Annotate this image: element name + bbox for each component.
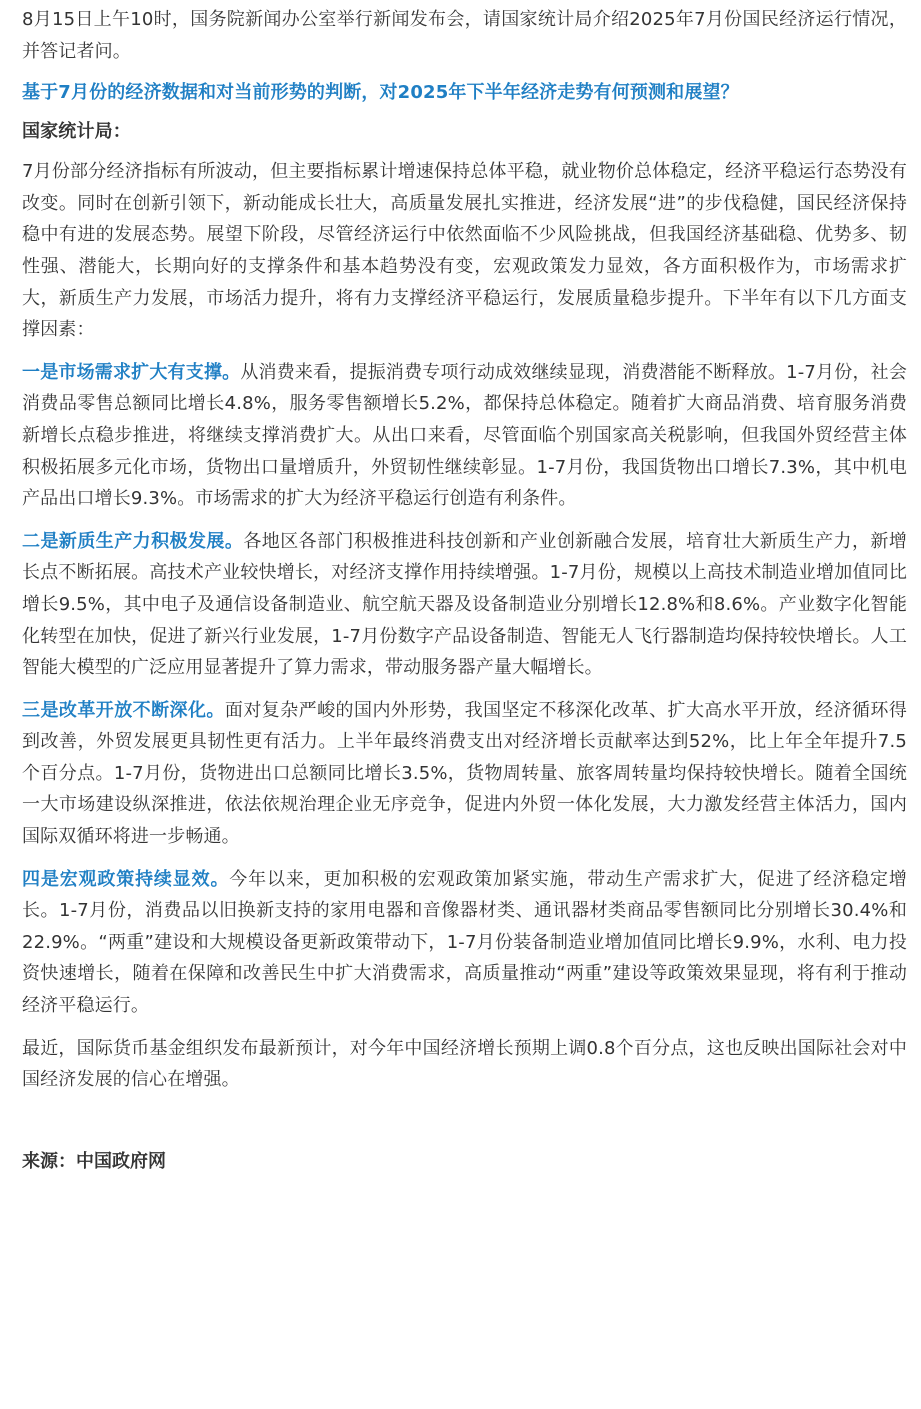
point-text-3: 面对复杂严峻的国内外形势，我国坚定不移深化改革、扩大高水平开放，经济循环得到改善，外贸发展更具韧性更有活力。上半年最终消费支出对经济增长贡献率达到52%，比上年全年提升7.5个百分点。1-7月份，货物进出口总额同比增长3.5%，货物周转量、旅客周转量均保持较快增长。随着全国统一大市场建设纵深推进，依法依规治理企业无序竞争，促进内外贸一体化发展，大力激发经营主体活力，国内国际双循环将进一步畅通。 — [22, 699, 908, 848]
point-lead-1: 一是市场需求扩大有支撑。 — [22, 361, 241, 383]
point-text-4: 今年以来，更加积极的宏观政策加紧实施，带动生产需求扩大，促进了经济稳定增长。1-7月份，消费品以旧换新支持的家用电器和音像器材类、通讯器材类商品零售额同比分别增长30.4%和22.9%。“两重”建设和大规模设备更新政策带动下，1-7月份装备制造业增加值同比增长9.9%，水利、电力投资快速增长，随着在保障和改善民生中扩大消费需求，高质量推动“两重”建设等政策效果显现，将有利于推动经济平稳运行。 — [22, 868, 907, 1017]
speaker-label: 国家统计局： — [22, 121, 131, 143]
point-lead-2: 二是新质生产力积极发展。 — [22, 530, 244, 552]
question-heading: 基于7月份的经济数据和对当前形势的判断，对2025年下半年经济走势有何预测和展望？ — [22, 82, 739, 104]
point-paragraph-4 — [22, 864, 907, 1022]
point-paragraph-3 — [22, 695, 907, 853]
point-text-2: 各地区各部门积极推进科技创新和产业创新融合发展，培育壮大新质生产力，新增长点不断拓展。高技术产业较快增长，对经济支撑作用持续增强。1-7月份，规模以上高技术制造业增加值同比增长9.5%，其中电子及通信设备制造业、航空航天器及设备制造业分别增长12.8%和8.6%。产业数字化智能化转型在加快，促进了新兴行业发展，1-7月份数字产品设备制造、智能无人飞行器制造均保持较快增长。人工智能大模型的广泛应用显著提升了算力需求，带动服务器产量大幅增长。 — [22, 530, 907, 679]
source-line: 来源：中国政府网 — [22, 1150, 166, 1172]
answer-intro-paragraph: 7月份部分经济指标有所波动，但主要指标累计增速保持总体平稳，就业物价总体稳定，经济平稳运行态势没有改变。同时在创新引领下，新动能成长壮大，高质量发展扎实推进，经济发展“进”的步伐稳健，国民经济保持稳中有进的发展态势。展望下阶段，尽管经济运行中依然面临不少风险挑战，但我国经济基础稳、优势多、韧性强、潜能大，长期向好的支撑条件和基本趋势没有变，宏观政策发力显效，各方面积极作为，市场需求扩大，新质生产力发展，市场活力提升，将有力支撑经济平稳运行，发展质量稳步提升。下半年有以下几方面支撑因素： — [22, 161, 907, 341]
point-lead-3: 三是改革开放不断深化。 — [22, 699, 225, 721]
point-paragraph-2 — [22, 526, 907, 684]
point-text-1: 从消费来看，提振消费专项行动成效继续显现，消费潜能不断释放。1-7月份，社会消费品零售总额同比增长4.8%，服务零售额增长5.2%，都保持总体稳定。随着扩大商品消费、培育服务消费新增长点稳步推进，将继续支撑消费扩大。从出口来看，尽管面临个别国家高关税影响，但我国外贸经营主体积极拓展多元化市场，货物出口量增质升，外贸韧性继续彰显。1-7月份，我国货物出口增长7.3%，其中机电产品出口增长9.3%。市场需求的扩大为经济平稳运行创造有利条件。 — [22, 361, 907, 510]
closing-paragraph: 最近，国际货币基金组织发布最新预计，对今年中国经济增长预期上调0.8个百分点，这也反映出国际社会对中国经济发展的信心在增强。 — [22, 1037, 907, 1091]
point-lead-4: 四是宏观政策持续显效。 — [22, 868, 230, 890]
intro-paragraph: 8月15日上午10时，国务院新闻办公室举行新闻发布会，请国家统计局介绍2025年7月份国民经济运行情况，并答记者问。 — [22, 9, 907, 62]
point-paragraph-1 — [22, 357, 907, 515]
